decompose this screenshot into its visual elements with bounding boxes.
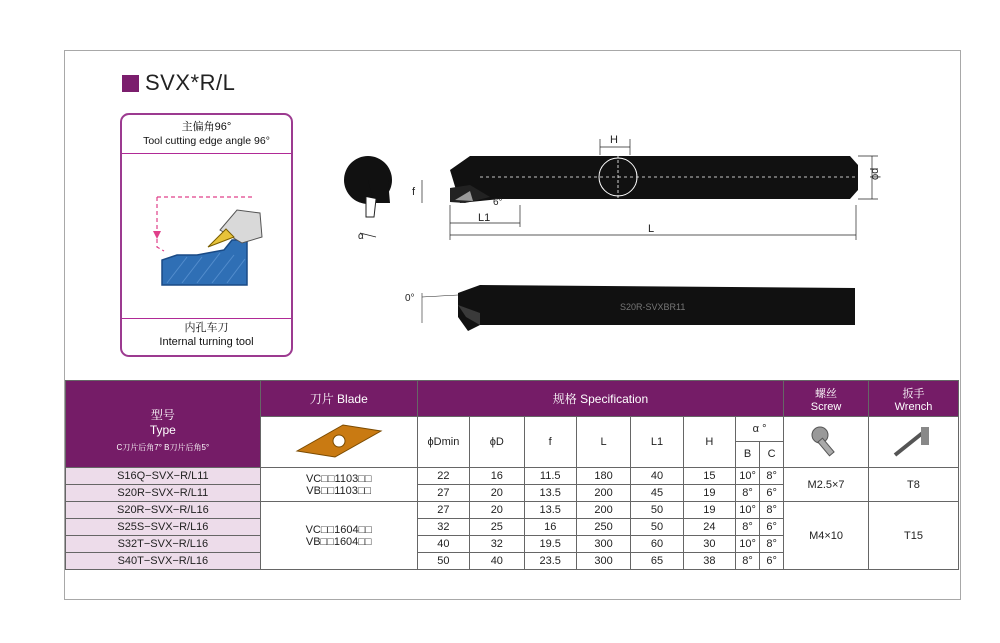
type-cell: S40T−SVX−R/L16 [66, 553, 261, 570]
cell: 13.5 [524, 485, 576, 502]
cell: 40 [417, 536, 469, 553]
panel-bottom-label-cn: 内孔车刀 [184, 322, 229, 334]
alpha-label: α [358, 231, 364, 242]
cell: 65 [631, 553, 683, 570]
cell: 24 [683, 519, 735, 536]
cell: 27 [417, 502, 469, 519]
wrench-header-cn: 扳手 [902, 387, 925, 400]
wrench-header [868, 381, 958, 417]
type-cell: S32T−SVX−R/L16 [66, 536, 261, 553]
phi-d-label: ϕd [869, 167, 881, 180]
spec-header: 规格 Specification [417, 381, 783, 417]
cutting-angle-panel [120, 113, 293, 357]
cell: 50 [631, 519, 683, 536]
cell: 10° [736, 468, 760, 485]
type-cell: S25S−SVX−R/L16 [66, 519, 261, 536]
cell: 11.5 [524, 468, 576, 485]
blade-line: VB□□1103□□ [306, 484, 372, 497]
type-header [66, 381, 261, 468]
panel-top-label-cn: 主偏角96° [181, 121, 232, 133]
screw-cell: M4×10 [784, 502, 869, 570]
cell: 15 [683, 468, 735, 485]
wrench-cell: T15 [868, 502, 958, 570]
title-marker [122, 75, 139, 92]
screw-icon [808, 423, 844, 459]
type-cell: S20R−SVX−R/L16 [66, 502, 261, 519]
alpha-header: α ° [736, 417, 783, 442]
blade-line: VB□□1604□□ [305, 535, 372, 548]
col-f: f [524, 417, 576, 468]
cell: 10° [736, 536, 760, 553]
cell: 8° [736, 553, 760, 570]
cell: 300 [576, 536, 630, 553]
col-C: C [767, 448, 776, 460]
cell: 50 [417, 553, 469, 570]
cell: 40 [470, 553, 524, 570]
cell: 16 [524, 519, 576, 536]
cell: 19.5 [524, 536, 576, 553]
blade-line: VC□□1604□□ [305, 523, 372, 536]
boring-bar-drawing [330, 125, 890, 350]
l1-label: L1 [478, 212, 491, 224]
panel-bottom-label-en: Internal turning tool [159, 336, 254, 348]
screw-cell: M2.5×7 [784, 468, 869, 502]
blade-angle-note: C刀片后角7° B刀片后角5° [116, 442, 210, 452]
cell: 19 [683, 502, 735, 519]
bar-engraving: S20R-SVXBR11 [620, 302, 686, 312]
blade-line: VC□□1103□□ [305, 472, 372, 485]
cell: 32 [470, 536, 524, 553]
cell: 8° [760, 502, 784, 519]
col-B: B [736, 442, 760, 467]
blade-group-1 [260, 468, 417, 502]
panel-divider-top [122, 153, 291, 154]
spec-table [65, 380, 959, 570]
cell: 19 [683, 485, 735, 502]
internal-turning-illustration [122, 155, 291, 315]
cell: 45 [631, 485, 683, 502]
insert-icon [293, 421, 385, 461]
cell: 6° [760, 485, 784, 502]
title-text: SVX*R/L [145, 70, 236, 95]
page-title [122, 70, 235, 96]
panel-divider-bottom [122, 318, 291, 319]
f-label: f [412, 186, 416, 198]
wrench-header-en: Wrench [894, 400, 933, 413]
cell: 300 [576, 553, 630, 570]
cell: 6° [760, 519, 784, 536]
cell: 23.5 [524, 553, 576, 570]
cell: 38 [683, 553, 735, 570]
col-D: ϕD [470, 417, 524, 468]
screw-header-cn: 螺丝 [815, 387, 838, 400]
cell: 16 [470, 468, 524, 485]
blade-group-2 [260, 502, 417, 570]
cell: 8° [760, 468, 784, 485]
cell: 13.5 [524, 502, 576, 519]
cell: 32 [417, 519, 469, 536]
col-dmin: ϕDmin [417, 417, 469, 468]
cell: 40 [631, 468, 683, 485]
cell: 200 [576, 485, 630, 502]
panel-top-label-en: Tool cutting edge angle 96° [143, 135, 270, 147]
screw-header [784, 381, 869, 417]
table-row [66, 468, 959, 485]
screw-header-en: Screw [810, 400, 842, 413]
col-alpha [736, 417, 784, 468]
cell: 27 [417, 485, 469, 502]
blade-image-cell [260, 417, 417, 468]
table-row [66, 502, 959, 519]
type-header-cn: 型号 [150, 407, 175, 422]
cell: 180 [576, 468, 630, 485]
cell: 10° [736, 502, 760, 519]
cell: 200 [576, 502, 630, 519]
col-L: L [576, 417, 630, 468]
cell: 250 [576, 519, 630, 536]
cell: 8° [736, 485, 760, 502]
angle-6-label: 6° [493, 197, 503, 208]
cell: 25 [470, 519, 524, 536]
cell: 60 [631, 536, 683, 553]
cell: 22 [417, 468, 469, 485]
type-header-en: Type [149, 422, 176, 437]
type-cell: S16Q−SVX−R/L11 [66, 468, 261, 485]
cell: 20 [470, 502, 524, 519]
zero-angle-label: 0° [405, 293, 415, 304]
wrench-image-cell [868, 417, 958, 468]
col-H: H [683, 417, 735, 468]
col-L1: L1 [631, 417, 683, 468]
wrench-cell: T8 [868, 468, 958, 502]
l-label: L [648, 223, 655, 235]
screw-image-cell [784, 417, 869, 468]
cell: 8° [760, 536, 784, 553]
h-label: H [610, 134, 618, 146]
type-cell: S20R−SVX−R/L11 [66, 485, 261, 502]
cell: 20 [470, 485, 524, 502]
wrench-icon [889, 421, 937, 461]
cell: 8° [736, 519, 760, 536]
cell: 50 [631, 502, 683, 519]
blade-header: 刀片 Blade [260, 381, 417, 417]
cell: 6° [760, 553, 784, 570]
cell: 30 [683, 536, 735, 553]
